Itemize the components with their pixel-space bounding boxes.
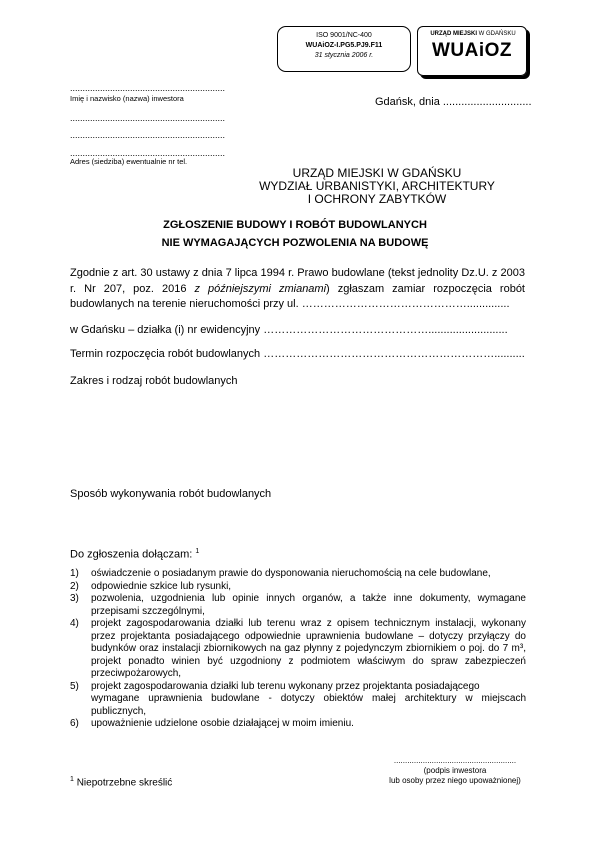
iso-info-box xyxy=(277,26,411,72)
attachment-item: 2) odpowiednie szkice lub rysunki, xyxy=(70,580,232,592)
logo-caption: URZĄD MIEJSKI W GDAŃSKU xyxy=(430,31,516,37)
attachment-item: 4) projekt zagospodarowania działki lub terenu wraz z opisem technicznym instalacji, wykonany przez projektanta posiadającego odpowiednie uprawnienia budowlane – dotyczy przyłączy do budynków oraz instalacji zbiornikowych na gaz płynny z pojedynczym zbiornikiem o poj. do 7 m³, projekt ponadto winien być uzgodniony z podmiotem właściwym do spraw zabezpieczeń przeciwpożarowych, xyxy=(70,618,526,679)
title-line-1: ZGŁOSZENIE BUDOWY I ROBÓT BUDOWLANYCH xyxy=(163,219,427,231)
method-label: Sposób wykonywania robót budowlanych xyxy=(70,488,272,500)
office-line-1: URZĄD MIEJSKI W GDAŃSKU xyxy=(292,166,462,180)
signature-block xyxy=(380,756,530,786)
city-date-field[interactable]: Gdańsk, dnia ............................. xyxy=(375,96,532,108)
footnote: $^1$ Niepotrzebne skreślić xyxy=(70,776,173,789)
attachment-item: 1) oświadczenie o posiadanym prawie do dysponowania nieruchomością na cele budowlane, xyxy=(70,568,491,579)
attachment-item: 3) pozwolenia, uzgodnienia lub opinie innych organów, a także inne dokumenty, wymagane przepisami szczególnymi, xyxy=(70,593,526,617)
investor-name-dots[interactable]: .............................................................. xyxy=(70,83,225,93)
investor-address-dots-1[interactable]: .............................................................. xyxy=(70,113,225,123)
title-line-2: NIE WYMAGAJĄCYCH POZWOLENIA NA BUDOWĘ xyxy=(161,237,429,249)
intro-paragraph: Zgodnie z art. 30 ustawy z dnia 7 lipca 1994 r. Prawo budowlane (tekst jednolity Dz.U. z 2003 r. Nr 207, poz. 2016 z późniejszymi zmianami) zgłaszam zamiar rozpoczęcia robót budowlanych na terenie nieruchomości przy ul. ……………………………………….............. xyxy=(70,267,525,310)
parcel-number-field[interactable]: w Gdańsku – działka (i) nr ewidencyjny ……………………………………….......................... xyxy=(70,324,508,336)
attachments-heading: Do zgłoszenia dołączam: $^1$ xyxy=(70,548,200,561)
signature-dots[interactable]: ....................................................... xyxy=(393,756,517,765)
start-date-field[interactable]: Termin rozpoczęcia robót budowlanych ……………………………………………………….......... xyxy=(70,348,525,360)
investor-name-label: Imię i nazwisko (nazwa) inwestora xyxy=(70,94,184,103)
investor-address-dots-2[interactable]: .............................................................. xyxy=(70,130,225,140)
form-code: WUAiOZ-I.PG5.PJ9.F11 xyxy=(305,42,383,49)
signature-label-2: lub osoby przez niego upoważnionej) xyxy=(389,776,521,785)
document-title xyxy=(60,216,530,252)
investor-address-label: Adres (siedziba) ewentualnie nr tel. xyxy=(70,157,188,166)
office-logo: WUAiOZ xyxy=(431,40,513,61)
office-address xyxy=(230,167,524,206)
iso-standard: ISO 9001/NC-400 xyxy=(316,32,372,39)
signature-label-1: (podpis inwestora xyxy=(423,766,487,775)
attachment-item: 5) projekt zagospodarowania działki lub terenu wykonany przez projektanta posiadającego xyxy=(70,680,480,692)
attachment-item: 6) upoważnienie udzielone osobie działającej w moim imieniu. xyxy=(70,718,354,729)
office-line-2: WYDZIAŁ URBANISTYKI, ARCHITEKTURY xyxy=(259,179,495,193)
form-date: 31 stycznia 2006 r. xyxy=(314,52,374,59)
scope-label: Zakres i rodzaj robót budowlanych xyxy=(70,375,238,387)
attachments-list xyxy=(70,568,526,731)
office-line-3: I OCHRONY ZABYTKÓW xyxy=(307,192,447,206)
investor-address-dots-3[interactable]: .............................................................. xyxy=(70,148,225,158)
attachment-item-continuation: wymagane uprawnienia budowlane - dotyczy obiektów małej architektury w miejscach publicznych, xyxy=(91,693,526,717)
